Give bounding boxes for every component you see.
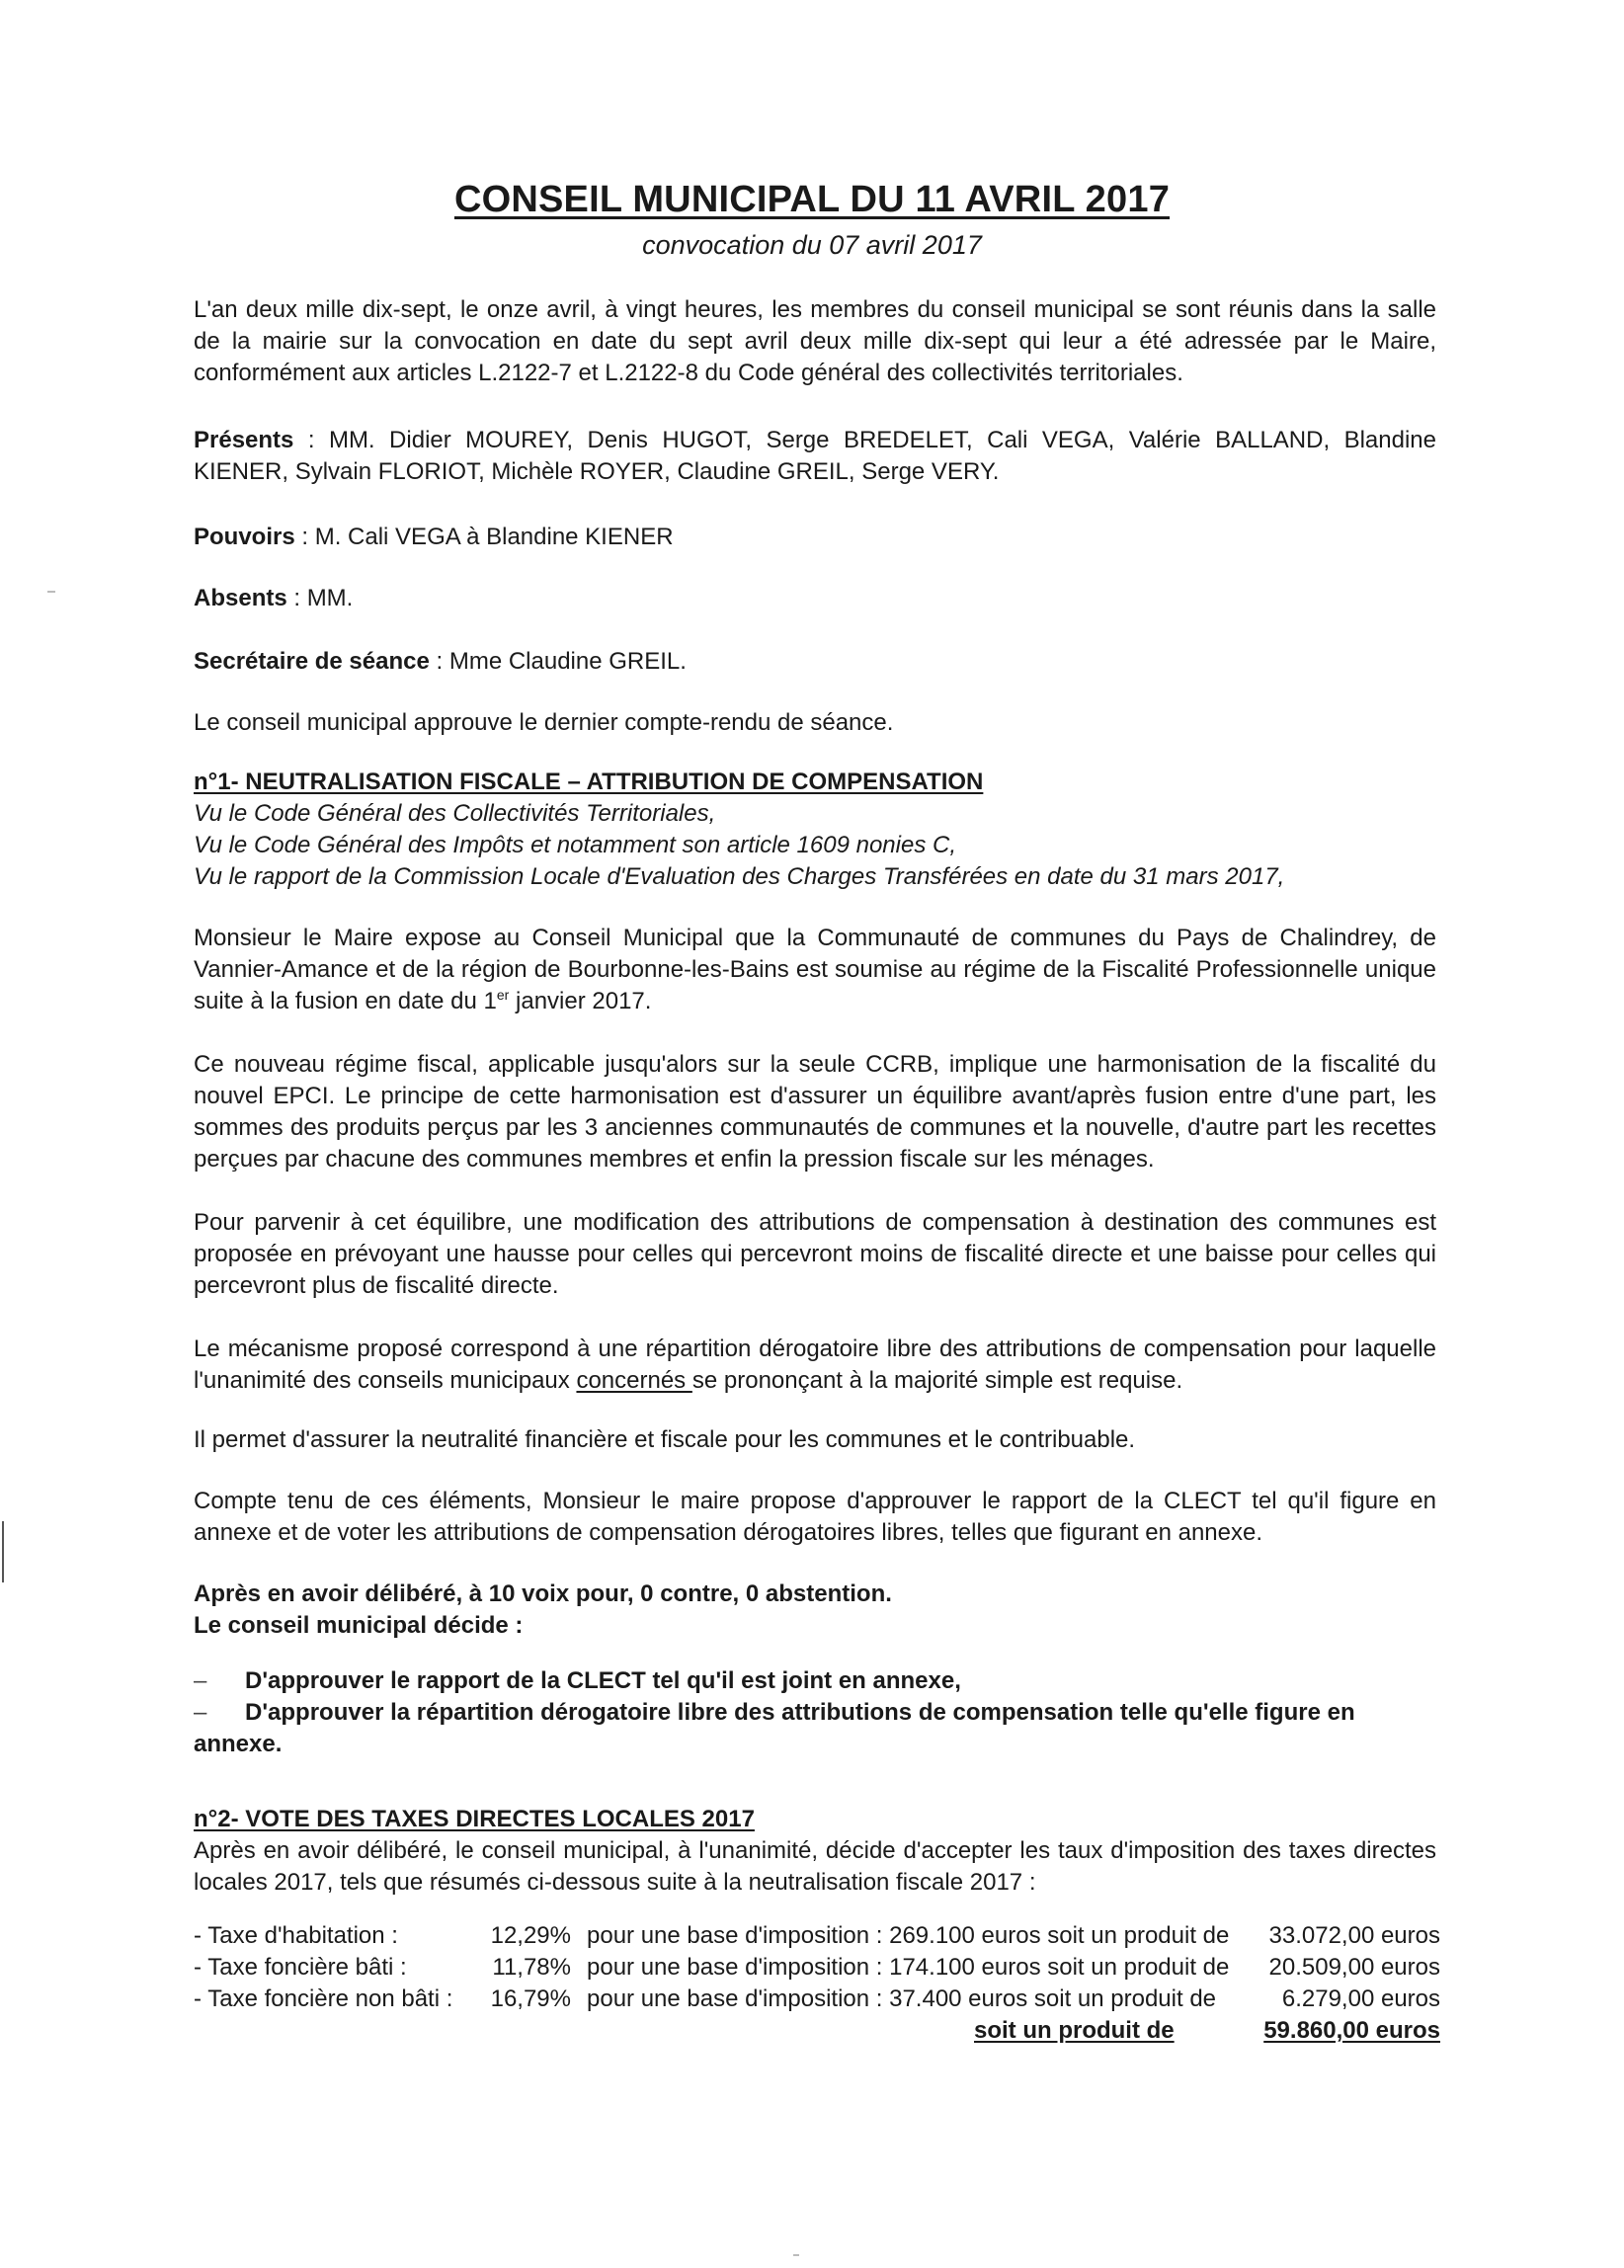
section1-paragraph-6: Compte tenu de ces éléments, Monsieur le maire propose d'approuver le rapport de la CLECT tel qu'il figure en annexe et de voter les attributions de compensation dérogatoires libres, telles que figurant en annexe.: [194, 1488, 1436, 1546]
section1: [194, 767, 1436, 893]
tax-label: - Taxe foncière bâti :: [194, 1954, 407, 1981]
section1-p4-text: Le mécanisme proposé correspond à une répartition dérogatoire libre des attributions de compensation pour laquelle l'unanimité des conseils municipaux: [194, 1336, 1436, 1394]
section1-p4-underlined: concernés: [576, 1367, 692, 1394]
section1-p4-text-end: se prononçant à la majorité simple est requise.: [691, 1367, 1183, 1394]
tax-base-text: pour une base d'imposition : 37.400 euros soit un produit de: [587, 1985, 1217, 2012]
section1-vote: [194, 1579, 1436, 1642]
decision-item: [194, 1665, 1436, 1697]
bullet-dash: –: [194, 1699, 207, 1726]
vote-line: Après en avoir délibéré, à 10 voix pour, 0 contre, 0 abstention.: [194, 1580, 892, 1607]
decision-text: D'approuver le rapport de la CLECT tel qu'il est joint en annexe,: [245, 1667, 961, 1694]
section2: [194, 1804, 1436, 1899]
absents-label: Absents: [194, 585, 287, 611]
page-subtitle: convocation du 07 avril 2017: [642, 230, 982, 260]
secretaire-paragraph: [194, 646, 1436, 678]
tax-row: [194, 1984, 1440, 2015]
presents-text: : MM. Didier MOUREY, Denis HUGOT, Serge BREDELET, Cali VEGA, Valérie BALLAND, Blandine KIENER, Sylvain FLORIOT, Michèle ROYER, Claudine GREIL, Serge VERY.: [194, 427, 1436, 485]
pouvoirs-paragraph: [194, 522, 1436, 553]
tax-rate: 16,79%: [490, 1985, 571, 2012]
decision-intro: Le conseil municipal décide :: [194, 1612, 524, 1639]
section1-ref: Vu le rapport de la Commission Locale d'Evaluation des Charges Transférées en date du 31 mars 2017,: [194, 863, 1285, 890]
scan-speck: [793, 2254, 799, 2256]
page-title: CONSEIL MUNICIPAL DU 11 AVRIL 2017: [453, 179, 1171, 220]
tax-total-row: [194, 2015, 1440, 2047]
intro-paragraph: L'an deux mille dix-sept, le onze avril, à vingt heures, les membres du conseil municipal se sont réunis dans la salle de la mairie sur la convocation en date du sept avril deux mille dix-sept qui leur a été adressée par le Maire, conformément aux articles L.2122-7 et L.2122-8 du Code général des collectivités territoriales.: [194, 296, 1436, 386]
tax-rate: 11,78%: [492, 1954, 571, 1981]
tax-base-text: pour une base d'imposition : 269.100 euros soit un produit de: [587, 1922, 1230, 1949]
absents-text: : MM.: [286, 585, 354, 611]
section1-p1-text: Monsieur le Maire expose au Conseil Municipal que la Communauté de communes du Pays de Chalindrey, de Vannier-Amance et de la région de Bourbonne-les-Bains est soumise au régime de la Fiscalité Professionnelle unique suite à la fusion en date du 1: [194, 925, 1436, 1014]
section1-p1-sup: er: [496, 987, 510, 1003]
section1-heading: n°1- NEUTRALISATION FISCALE – ATTRIBUTION DE COMPENSATION: [194, 769, 984, 795]
section1-ref: Vu le Code Général des Impôts et notamment son article 1609 nonies C,: [194, 832, 956, 858]
section2-heading: n°2- VOTE DES TAXES DIRECTES LOCALES 2017: [194, 1806, 755, 1832]
section1-paragraph-5: Il permet d'assurer la neutralité financière et fiscale pour les communes et le contribuable.: [194, 1426, 1136, 1453]
decision-text: D'approuver la répartition dérogatoire libre des attributions de compensation telle qu'elle figure en annexe.: [194, 1699, 1355, 1757]
section1-paragraph-3: Pour parvenir à cet équilibre, une modification des attributions de compensation à destination des communes est proposée en prévoyant une hausse pour celles qui percevront moins de fiscalité directe et une baisse pour celles qui percevront plus de fiscalité directe.: [194, 1209, 1436, 1299]
tax-label: - Taxe d'habitation :: [194, 1922, 398, 1949]
tax-amount: 33.072,00 euros: [1268, 1922, 1440, 1949]
pouvoirs-label: Pouvoirs: [194, 524, 295, 550]
bullet-dash: –: [194, 1667, 207, 1694]
tax-label: - Taxe foncière non bâti :: [194, 1985, 453, 2012]
tax-amount: 20.509,00 euros: [1268, 1954, 1440, 1981]
presents-label: Présents: [194, 427, 294, 453]
tax-row: [194, 1952, 1440, 1984]
section1-paragraph-1: [194, 923, 1436, 1017]
secretaire-label: Secrétaire de séance: [194, 648, 430, 675]
pouvoirs-text: : M. Cali VEGA à Blandine KIENER: [294, 524, 674, 550]
total-label: soit un produit de: [974, 2017, 1175, 2044]
section1-paragraph-4: [194, 1334, 1436, 1397]
total-amount: 59.860,00 euros: [1263, 2017, 1440, 2044]
approval-paragraph: Le conseil municipal approuve le dernier compte-rendu de séance.: [194, 709, 894, 736]
tax-amount: 6.279,00 euros: [1281, 1985, 1440, 2012]
presents-paragraph: [194, 425, 1436, 488]
tax-base-text: pour une base d'imposition : 174.100 euros soit un produit de: [587, 1954, 1230, 1981]
section1-ref: Vu le Code Général des Collectivités Territoriales,: [194, 800, 716, 827]
scan-margin-mark: [2, 1521, 4, 1582]
section2-intro: Après en avoir délibéré, le conseil municipal, à l'unanimité, décide d'accepter les taux d'imposition des taxes directes locales 2017, tels que résumés ci-dessous suite à la neutralisation fiscale 2017 :: [194, 1837, 1436, 1896]
scan-speck: [47, 591, 55, 593]
tax-rate: 12,29%: [490, 1922, 571, 1949]
section1-paragraph-2: Ce nouveau régime fiscal, applicable jusqu'alors sur la seule CCRB, implique une harmonisation de la fiscalité du nouvel EPCI. Le principe de cette harmonisation est d'assurer un équilibre avant/après fusion entre d'une part, les sommes des produits perçus par les 3 anciennes communautés de communes et la nouvelle, d'autre part les recettes perçues par chacune des communes membres et enfin la pression fiscale sur les ménages.: [194, 1051, 1436, 1173]
secretaire-text: : Mme Claudine GREIL.: [429, 648, 687, 675]
section1-p1-text-end: janvier 2017.: [509, 988, 652, 1014]
decision-item: [194, 1697, 1436, 1760]
tax-row: [194, 1920, 1440, 1952]
absents-paragraph: [194, 583, 1436, 614]
